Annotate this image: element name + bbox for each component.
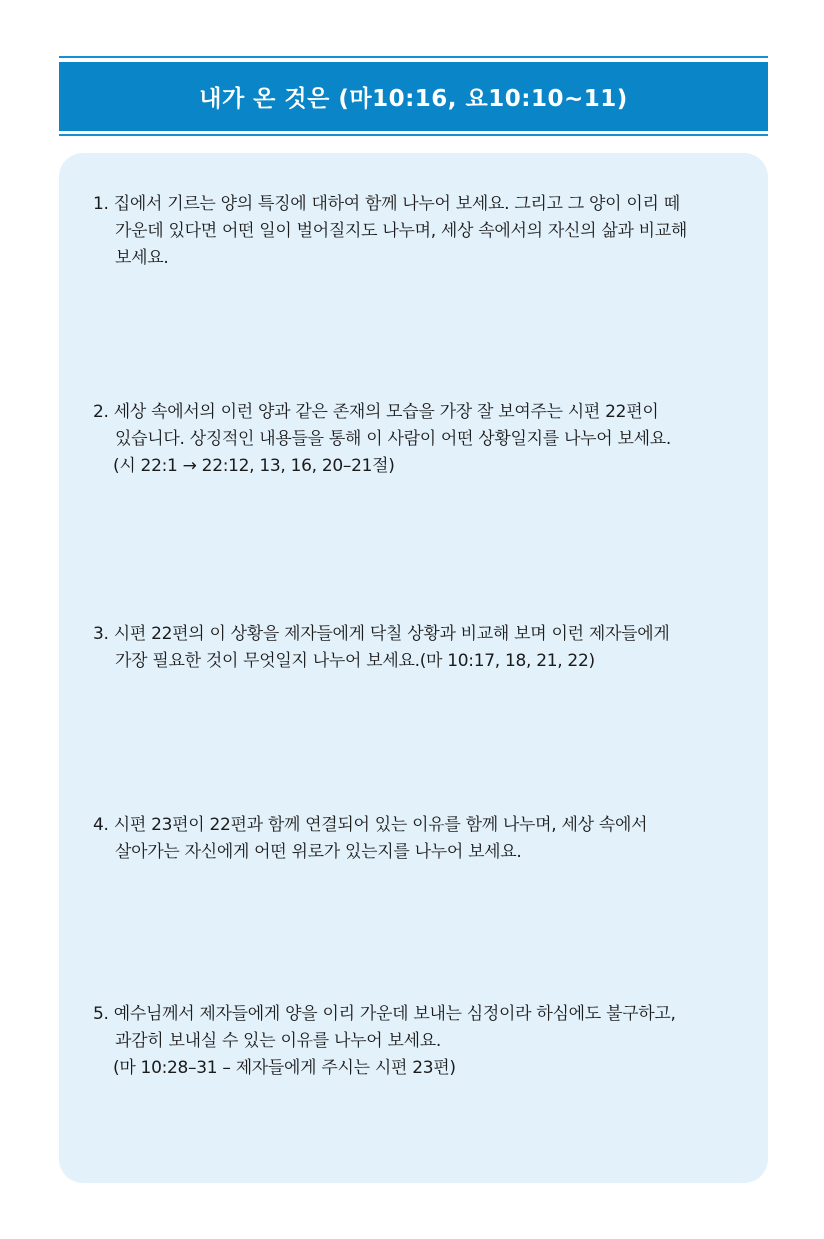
title-banner xyxy=(59,62,768,131)
question-3-line-1: 3. 시편 22편의 이 상황을 제자들에게 닥칠 상황과 비교해 보며 이런 제자들에게 xyxy=(93,624,670,644)
questions-panel xyxy=(59,153,768,1183)
header-bottom-rule xyxy=(59,134,768,136)
question-1 xyxy=(93,191,743,272)
question-2-reference: (시 22:1 → 22:12, 13, 16, 20–21절) xyxy=(113,456,395,476)
question-5-line-2: 과감히 보내실 수 있는 이유를 나누어 보세요. xyxy=(115,1031,441,1051)
header-top-rule xyxy=(59,56,768,58)
question-4-line-1: 4. 시편 23편이 22편과 함께 연결되어 있는 이유를 함께 나누며, 세상 속에서 xyxy=(93,815,648,835)
page-title: 내가 온 것은 (마10:16, 요10:10~11) xyxy=(199,86,628,112)
question-5-reference: (마 10:28–31 – 제자들에게 주시는 시편 23편) xyxy=(113,1058,456,1078)
question-3 xyxy=(93,621,743,675)
question-2-line-2: 있습니다. 상징적인 내용들을 통해 이 사람이 어떤 상황일지를 나누어 보세요. xyxy=(115,429,671,449)
question-1-line-1: 1. 집에서 기르는 양의 특징에 대하여 함께 나누어 보세요. 그리고 그 양이 이리 떼 xyxy=(93,194,680,214)
question-4-line-2: 살아가는 자신에게 어떤 위로가 있는지를 나누어 보세요. xyxy=(115,842,522,862)
question-1-line-3: 보세요. xyxy=(115,248,169,268)
question-4 xyxy=(93,812,743,866)
question-2 xyxy=(93,399,743,480)
question-2-line-1: 2. 세상 속에서의 이런 양과 같은 존재의 모습을 가장 잘 보여주는 시편 22편이 xyxy=(93,402,659,422)
question-1-line-2: 가운데 있다면 어떤 일이 벌어질지도 나누며, 세상 속에서의 자신의 삶과 비교해 xyxy=(115,221,688,241)
question-5-line-1: 5. 예수님께서 제자들에게 양을 이리 가운데 보내는 심정이라 하심에도 불구하고, xyxy=(93,1004,676,1024)
question-5 xyxy=(93,1001,743,1082)
question-3-line-2: 가장 필요한 것이 무엇일지 나누어 보세요.(마 10:17, 18, 21, 22) xyxy=(115,651,595,671)
